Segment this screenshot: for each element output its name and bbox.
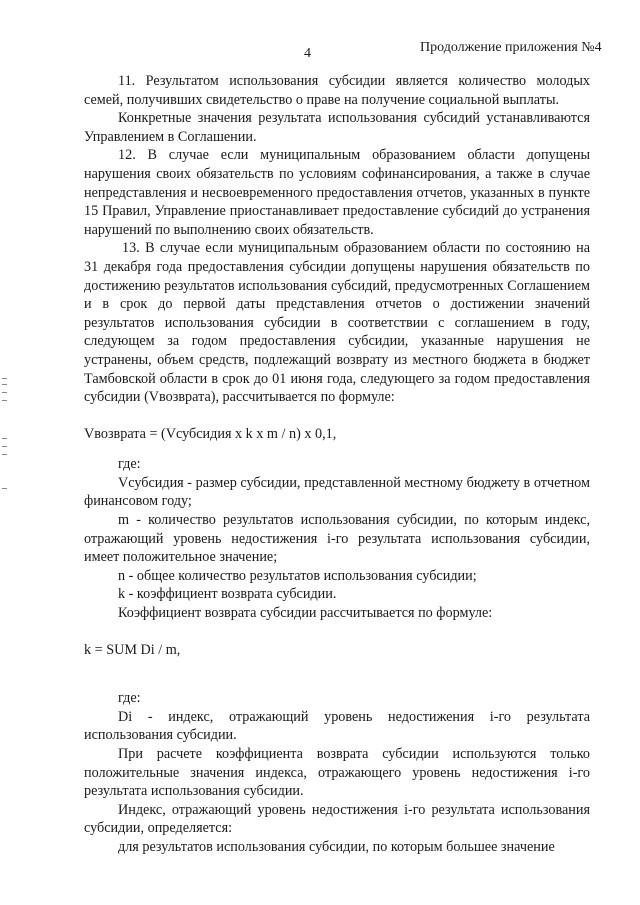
definition-k: k - коэффициент возврата субсидии. xyxy=(118,586,337,603)
paragraph-12: 12. В случае если муниципальным образованием области допущены нарушения своих обязательств по условиям софинансирования, а также в случае непредставления и несвоевременного предоставления отчетов, указанных в пункте 15 Правил, Управление приостанавливает предоставление субсидий до устранения нарушений по выполнению своих обязательств. xyxy=(84,147,590,238)
margin-scan-marks xyxy=(2,378,8,498)
coefficient-intro: Коэффициент возврата субсидии рассчитывается по формуле: xyxy=(118,605,493,622)
paragraph-11-values: Конкретные значения результата использования субсидий устанавливаются Управлением в Соглашении. xyxy=(84,110,590,145)
formula-coefficient: k = SUM Di / m, xyxy=(84,641,181,658)
definition-n: n - общее количество результатов использования субсидии; xyxy=(118,567,477,584)
definition-di: Di - индекс, отражающий уровень недостижения i-го результата использования субсидии. xyxy=(84,708,590,744)
definition-m: m - количество результатов использования субсидии, по которым индекс, отражающий уровень недостижения i-го результата использования субсидии, имеет положительное значение; xyxy=(84,512,590,566)
where-label-2: где: xyxy=(118,690,141,707)
paragraph-13: 13. В случае если муниципальным образованием области по состоянию на 31 декабря года предоставления субсидии допущены нарушения обязательств по достижению результатов использования субсидий, предусмотренных Соглашением и в срок до первой даты представления отчетов о достижении значений результатов использования субсидии в соответствии с соглашением в году, следующем за годом предоставления субсидии, указанные нарушения не устранены, объем средств, подлежащий возврату из местного бюджета в бюджет Тамбовской области в срок до 01 июня года, следующего за годом предоставления субсидии (Vвозврата), рассчитывается по формуле: xyxy=(84,240,590,406)
definition-v-subsidy: Vсубсидия - размер субсидии, представленной местному бюджету в отчетном финансовом году; xyxy=(84,474,590,510)
paragraph-results-larger: для результатов использования субсидии, по которым большее значение xyxy=(118,838,555,855)
document-body xyxy=(84,72,590,857)
paragraph-index-determined: Индекс, отражающий уровень недостижения i-го результата использования субсидии, определяется: xyxy=(84,801,590,837)
formula-return-volume: Vвозврата = (Vсубсидия х k х m / n) х 0,1, xyxy=(84,425,337,442)
paragraph-11: 11. Результатом использования субсидии является количество молодых семей, получивших свидетельство о праве на получение социальной выплаты. xyxy=(84,73,590,108)
appendix-continuation: Продолжение приложения №4 xyxy=(420,40,602,55)
where-label-1: где: xyxy=(118,456,141,473)
paragraph-positive-values: При расчете коэффициента возврата субсидии используются только положительные значения индекса, отражающего уровень недостижения i-го результата использования субсидии. xyxy=(84,746,590,800)
page-number: 4 xyxy=(304,46,311,61)
